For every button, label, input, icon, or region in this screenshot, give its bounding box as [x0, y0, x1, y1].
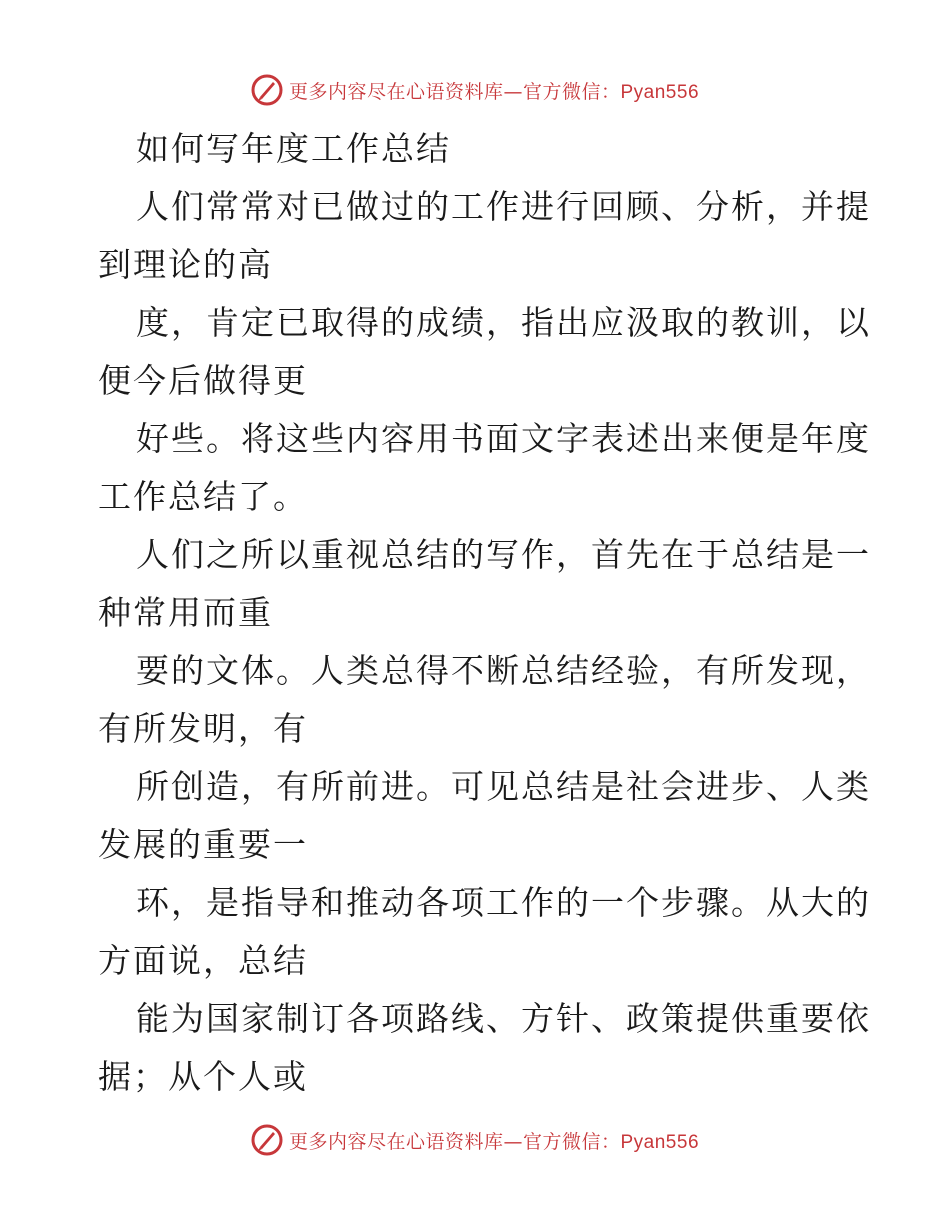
paragraph-line: 好些。将这些内容用书面文字表述出来便是年度 [136, 419, 871, 458]
paragraph-line: 如何写年度工作总结 [136, 129, 451, 168]
header-watermark [0, 70, 950, 110]
paragraph-line: 环，是指导和推动各项工作的一个步骤。从大的 [136, 883, 871, 922]
watermark-wechat-id: Pyan556 [620, 1131, 700, 1153]
paragraph-line: 种常用而重 [98, 593, 273, 632]
watermark-separator: —官方微信： [503, 1130, 621, 1153]
watermark-separator: —官方微信： [503, 80, 621, 103]
watermark-site-name: 更多内容尽在心语资料库 [288, 80, 504, 103]
watermark-site-name: 更多内容尽在心语资料库 [288, 1130, 504, 1153]
quill-pen-logo-icon [251, 1124, 283, 1156]
watermark-text [289, 1127, 699, 1154]
quill-pen-logo-icon [251, 74, 283, 106]
document-body [98, 120, 871, 1106]
watermark-wechat-id: Pyan556 [620, 81, 700, 103]
footer-watermark [0, 1120, 950, 1160]
paragraph-line: 所创造，有所前进。可见总结是社会进步、人类 [136, 767, 871, 806]
paragraph-line: 据；从个人或 [98, 1057, 308, 1096]
paragraph-line: 要的文体。人类总得不断总结经验，有所发现， [136, 651, 871, 690]
paragraph-line: 人们之所以重视总结的写作，首先在于总结是一 [136, 535, 871, 574]
paragraph-line: 发展的重要一 [98, 825, 308, 864]
paragraph-line: 便今后做得更 [98, 361, 308, 400]
paragraph-line: 到理论的高 [98, 245, 273, 284]
paragraph-line: 方面说，总结 [98, 941, 308, 980]
paragraph-line: 度，肯定已取得的成绩，指出应汲取的教训，以 [136, 303, 871, 342]
paragraph-line: 有所发明，有 [98, 709, 308, 748]
watermark-text [289, 77, 699, 104]
paragraph-line: 工作总结了。 [98, 477, 308, 516]
paragraph-line: 能为国家制订各项路线、方针、政策提供重要依 [136, 999, 871, 1038]
paragraph-line: 人们常常对已做过的工作进行回顾、分析，并提 [136, 187, 871, 226]
